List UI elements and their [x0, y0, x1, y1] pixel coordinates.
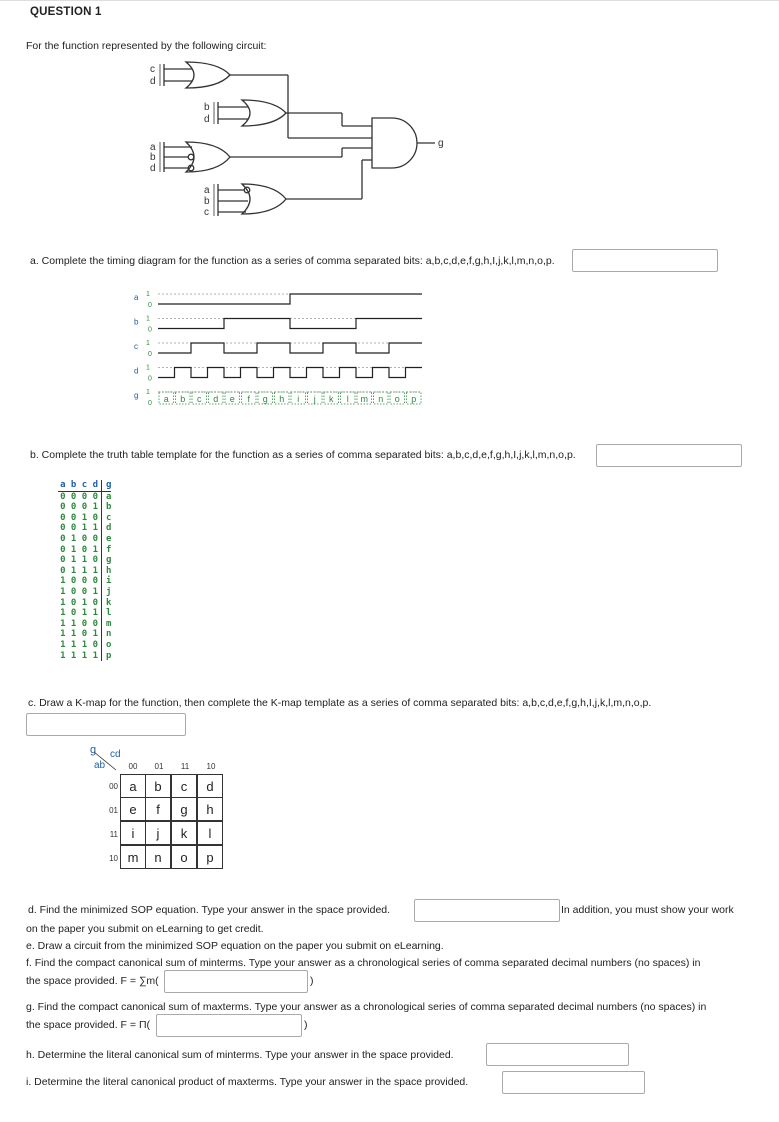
intro-text: For the function represented by the following circuit:: [26, 40, 267, 52]
kmap-row-label: 00: [109, 782, 118, 791]
kmap-cell: f: [145, 797, 171, 821]
kmap: [88, 744, 238, 884]
timing-label-g: g: [134, 391, 139, 400]
kmap-cell: n: [145, 845, 171, 869]
truth-table-row: 0 1 1 0 g: [60, 555, 112, 566]
part-a-text: a. Complete the timing diagram for the function as a series of comma separated bits: a,b,c,d,e,f,g,h,I,j,k,l,m,n,o,p.: [30, 255, 555, 267]
timing-one-a: 1: [146, 291, 150, 298]
timing-g-label: l: [346, 394, 349, 404]
or-gate-1: [160, 62, 372, 138]
or-gate-2: [214, 100, 372, 126]
part-d-line2: on the paper you submit on eLearning to get credit.: [26, 923, 264, 935]
timing-wave-b: [158, 319, 422, 329]
kmap-cell: d: [197, 774, 223, 798]
truth-table-row: 0 0 1 1 d: [60, 523, 112, 534]
top-divider: [0, 0, 779, 1]
truth-table-row: 0 1 1 1 h: [60, 565, 112, 576]
part-g-close: ): [304, 1019, 308, 1031]
timing-label-b: b: [134, 317, 139, 327]
part-h-text: h. Determine the literal canonical sum of minterms. Type your answer in the space provided.: [26, 1049, 454, 1061]
timing-wave-a: [158, 294, 422, 304]
part-d-answer-input[interactable]: [414, 899, 560, 922]
kmap-cell: e: [120, 797, 146, 821]
timing-zero-d: 0: [148, 375, 152, 383]
part-g-line2: the space provided. F = Π(: [26, 1019, 151, 1031]
kmap-row-label: 01: [109, 806, 118, 815]
part-g-answer-input[interactable]: [156, 1014, 302, 1037]
timing-g-label: b: [180, 394, 186, 404]
label-d1: d: [150, 76, 156, 87]
timing-zero-c: 0: [148, 351, 152, 358]
kmap-cell: g: [171, 797, 197, 821]
kmap-row-label: 10: [109, 854, 118, 863]
logic-circuit: [130, 56, 470, 232]
timing-g-label: p: [411, 394, 417, 404]
part-e-text: e. Draw a circuit from the minimized SOP equation on the paper you submit on eLearning.: [26, 940, 444, 952]
or-gate-4: [214, 160, 372, 216]
timing-label-c: c: [134, 342, 138, 351]
timing-label-d: d: [134, 366, 139, 376]
label-c4: c: [204, 207, 209, 218]
part-c-text: c. Draw a K-map for the function, then complete the K-map template as a series of comma separated bits: a,b,c,d,e,f,g,h,I,j,k,l,m,n,o,p.: [28, 697, 652, 709]
label-b4: b: [204, 196, 210, 207]
part-d-text: d. Find the minimized SOP equation. Type your answer in the space provided.: [28, 904, 391, 916]
timing-one-b: 1: [146, 315, 150, 323]
part-d-extra-text: In addition, you must show your work: [561, 904, 734, 916]
label-b3: b: [150, 152, 156, 163]
truth-table-row: 0 0 1 0 c: [60, 512, 112, 523]
timing-label-a: a: [134, 293, 139, 302]
timing-g-label: d: [213, 394, 219, 404]
kmap-cell: a: [120, 774, 146, 798]
label-c1: c: [150, 64, 155, 75]
truth-table-row: 1 1 0 1 n: [60, 629, 112, 640]
truth-table-row: 1 1 1 1 p: [60, 650, 112, 661]
timing-wave-c: [158, 343, 422, 353]
part-i-answer-input[interactable]: [502, 1071, 645, 1094]
part-b-answer-input[interactable]: [596, 444, 742, 467]
timing-g-label: c: [197, 394, 202, 404]
kmap-cell: c: [171, 774, 197, 798]
question-title: QUESTION 1: [30, 6, 102, 18]
truth-table-row: 0 0 0 0 a: [60, 491, 112, 502]
part-g-text: g. Find the compact canonical sum of maxterms. Type your answer as a chronological series of comma separated decimal numbers (no spaces) in: [26, 1001, 707, 1013]
timing-zero-a: 0: [148, 302, 152, 309]
kmap-cell: b: [145, 774, 171, 798]
timing-one-g: 1: [146, 389, 150, 396]
label-a3: a: [150, 142, 156, 153]
timing-g-label: h: [279, 394, 285, 404]
timing-diagram: [128, 282, 428, 417]
label-output-g: g: [438, 138, 444, 149]
truth-table-row: 1 0 1 1 l: [60, 608, 112, 619]
timing-g-label: j: [313, 394, 316, 404]
kmap-cell: k: [171, 821, 197, 845]
kmap-cell: l: [197, 821, 223, 845]
timing-g-label: m: [360, 394, 368, 404]
timing-g-label: o: [394, 394, 400, 404]
part-f-text: f. Find the compact canonical sum of minterms. Type your answer as a chronological series of comma separated decimal numbers (no spaces) in: [26, 957, 701, 969]
kmap-corner-ab: ab: [94, 760, 106, 771]
timing-g-label: g: [262, 394, 268, 404]
label-d2: d: [204, 114, 210, 125]
truth-table-row: 1 0 0 1 j: [60, 586, 112, 597]
kmap-corner-cd: cd: [110, 749, 121, 760]
truth-table-row: 1 0 0 0 i: [60, 576, 112, 587]
truth-table-header: a b c d g: [58, 480, 111, 492]
part-b-text: b. Complete the truth table template for the function as a series of comma separated bits: a,b,c,d,e,f,g,h,I,j,k,l,m,n,o,p.: [30, 449, 576, 461]
timing-g-label: n: [378, 394, 384, 404]
truth-table-row: 1 1 0 0 m: [60, 618, 112, 629]
part-a-answer-input[interactable]: [572, 249, 718, 272]
timing-g-label: k: [329, 394, 334, 404]
kmap-corner-g: g: [90, 744, 97, 756]
label-a4: a: [204, 185, 210, 196]
kmap-cell: m: [120, 845, 146, 869]
part-c-answer-input[interactable]: [26, 713, 186, 736]
kmap-cell: j: [145, 821, 171, 845]
timing-one-c: 1: [146, 340, 150, 347]
label-d3: d: [150, 163, 156, 174]
timing-wave-d: [158, 368, 422, 378]
kmap-col-label: 01: [154, 762, 164, 771]
part-i-text: i. Determine the literal canonical product of maxterms. Type your answer in the space provided.: [26, 1076, 469, 1088]
part-f-answer-input[interactable]: [164, 970, 308, 993]
kmap-col-label: 00: [128, 762, 138, 771]
part-f-close: ): [310, 975, 314, 987]
kmap-row-label: 11: [109, 830, 118, 839]
timing-zero-b: 0: [148, 326, 152, 334]
timing-g-label: a: [163, 394, 169, 404]
timing-g-label: f: [247, 394, 251, 404]
kmap-col-label: 10: [206, 762, 216, 771]
timing-g-label: i: [297, 394, 300, 404]
label-b2: b: [204, 102, 210, 113]
truth-table-row: 1 1 1 0 o: [60, 639, 112, 650]
part-h-answer-input[interactable]: [486, 1043, 629, 1066]
truth-table-row: 0 1 0 0 e: [60, 533, 112, 544]
kmap-cell: h: [197, 797, 223, 821]
timing-zero-g: 0: [148, 400, 152, 407]
timing-g-label: e: [229, 394, 235, 404]
part-f-line2: the space provided. F = ∑m(: [26, 975, 159, 987]
kmap-cell: i: [120, 821, 146, 845]
truth-table-row: 1 0 1 0 k: [60, 597, 112, 608]
kmap-cell: p: [197, 845, 223, 869]
and-gate: [372, 118, 435, 168]
truth-table: [58, 480, 111, 661]
truth-table-row: 0 1 0 1 f: [60, 544, 112, 555]
kmap-cell: o: [171, 845, 197, 869]
or-gate-3: [160, 142, 372, 172]
timing-one-d: 1: [146, 364, 150, 372]
kmap-col-label: 11: [180, 762, 190, 771]
truth-table-row: 0 0 0 1 b: [60, 502, 112, 513]
